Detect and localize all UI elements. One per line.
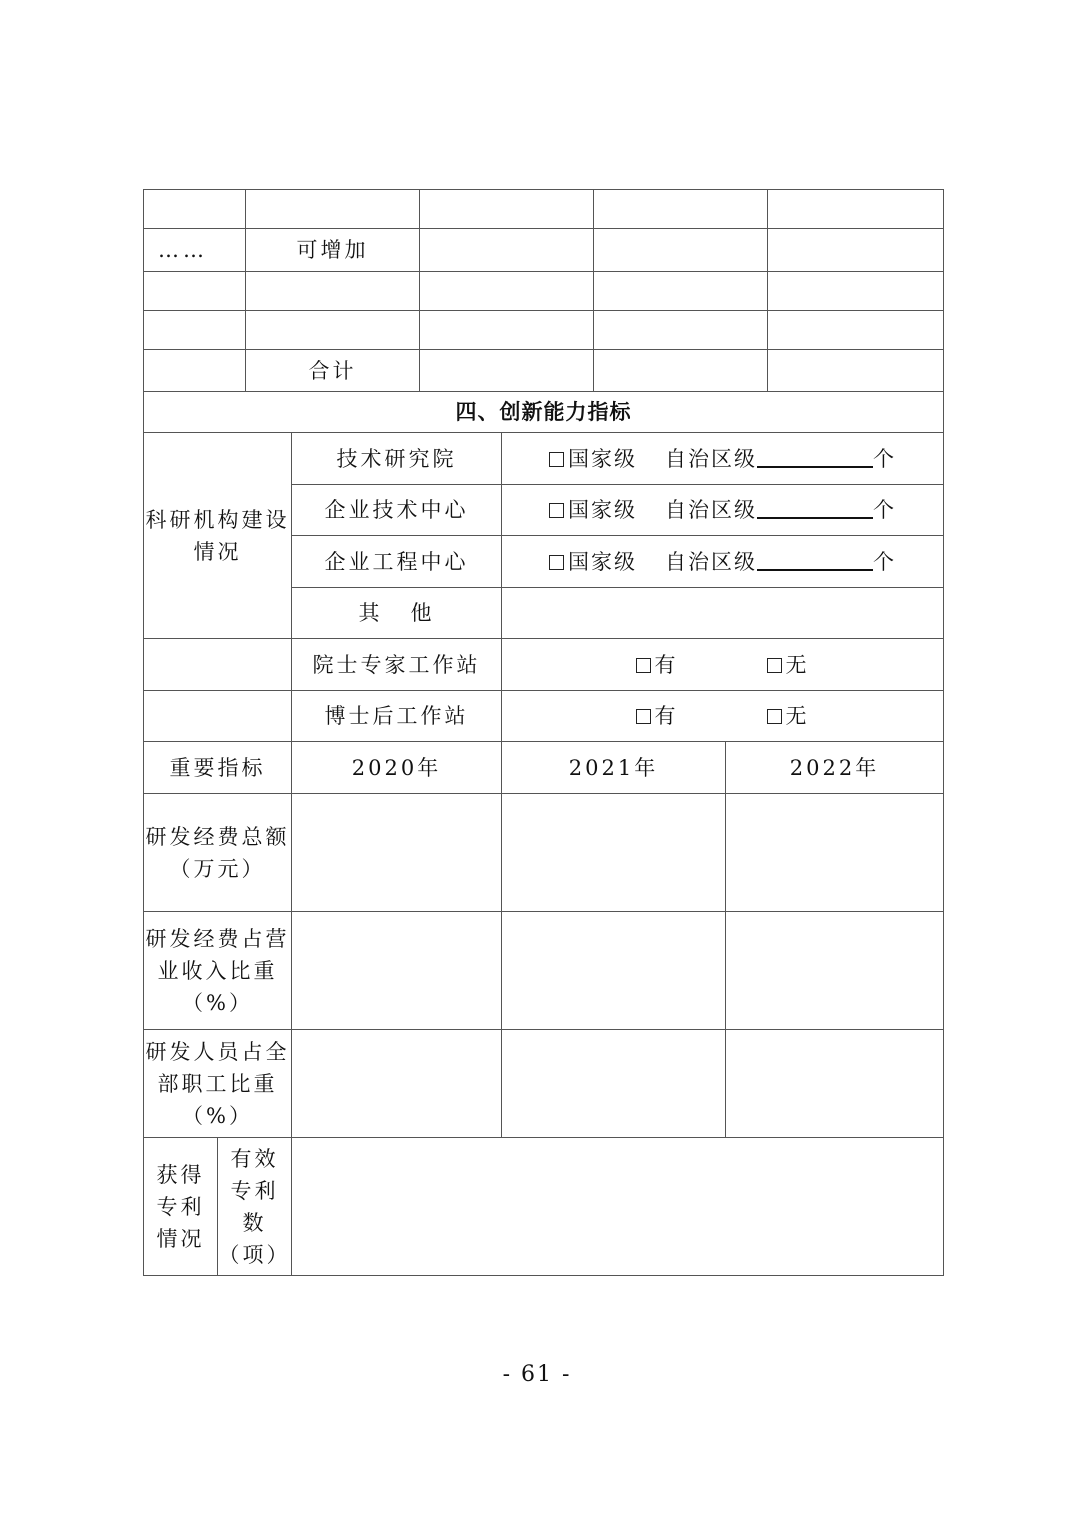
national-label: 国家级 xyxy=(568,549,637,574)
table-row xyxy=(144,691,944,742)
table-cell[interactable] xyxy=(726,912,944,1030)
table-cell[interactable] xyxy=(502,912,726,1030)
count-blank[interactable] xyxy=(757,549,873,571)
table-cell[interactable] xyxy=(420,350,594,392)
research-group-label-line: 科研机构建设 xyxy=(145,507,290,532)
table-cell[interactable] xyxy=(144,639,292,691)
table-row xyxy=(144,272,944,311)
yes-no-cell xyxy=(502,691,944,742)
count-blank[interactable] xyxy=(757,497,873,519)
table-cell[interactable] xyxy=(292,794,502,912)
year-header: 2021年 xyxy=(502,742,726,794)
total-label: 合计 xyxy=(246,350,420,392)
checkbox-national[interactable] xyxy=(549,503,564,518)
patent-group-line: 专利 xyxy=(156,1194,205,1219)
table-row xyxy=(144,311,944,350)
table-cell[interactable] xyxy=(420,311,594,350)
other-value-cell[interactable] xyxy=(502,588,944,639)
no-label: 无 xyxy=(785,652,810,677)
table-cell[interactable] xyxy=(594,229,768,272)
research-row-label: 技术研究院 xyxy=(292,433,502,485)
table-cell[interactable] xyxy=(144,350,246,392)
checkbox-no[interactable] xyxy=(767,658,782,673)
station-label: 院士专家工作站 xyxy=(292,639,502,691)
patent-sub-line: 数 xyxy=(242,1210,267,1235)
regional-label: 自治区级 xyxy=(665,498,757,522)
year-header: 2020年 xyxy=(292,742,502,794)
other-label xyxy=(292,588,502,639)
indicator-label xyxy=(144,1030,292,1138)
table-cell[interactable] xyxy=(144,311,246,350)
patent-group-line: 获得 xyxy=(156,1162,205,1187)
table-row xyxy=(144,1030,944,1138)
table-cell[interactable] xyxy=(726,794,944,912)
table-row xyxy=(144,742,944,794)
table-cell[interactable] xyxy=(420,190,594,229)
indicator-label-line: 部职工比重 xyxy=(157,1071,278,1096)
table-cell[interactable] xyxy=(768,350,944,392)
station-label: 博士后工作站 xyxy=(292,691,502,742)
unit-label: 个 xyxy=(873,446,896,471)
table-cell[interactable] xyxy=(246,311,420,350)
research-row-label: 企业工程中心 xyxy=(292,536,502,588)
patent-value-cell[interactable] xyxy=(292,1138,944,1276)
table-cell[interactable] xyxy=(594,190,768,229)
table-row xyxy=(144,190,944,229)
national-label: 国家级 xyxy=(568,446,637,471)
regional-label: 自治区级 xyxy=(665,549,757,574)
indicator-label-line: （%） xyxy=(182,990,253,1015)
table-cell[interactable] xyxy=(144,190,246,229)
patent-sub-line: 有效 xyxy=(230,1146,279,1171)
unit-label: 个 xyxy=(873,549,896,574)
page-number: - 61 - xyxy=(502,1362,572,1387)
count-blank[interactable] xyxy=(757,446,873,468)
indicator-label xyxy=(144,912,292,1030)
yes-label: 有 xyxy=(654,652,679,677)
level-cell xyxy=(502,433,944,485)
indicator-label-line: 研发经费占营 xyxy=(145,926,290,951)
table-row xyxy=(144,639,944,691)
year-header: 2022年 xyxy=(726,742,944,794)
table-cell[interactable] xyxy=(768,311,944,350)
patent-sub-label xyxy=(218,1138,292,1276)
level-cell xyxy=(502,536,944,588)
other-label-char: 其 xyxy=(358,601,383,625)
table-cell[interactable] xyxy=(292,912,502,1030)
table-cell[interactable] xyxy=(502,1030,726,1138)
indicator-label-line: （%） xyxy=(182,1103,253,1128)
innovation-table xyxy=(143,432,944,1276)
ellipsis-cell: …… xyxy=(144,229,246,272)
table-cell[interactable] xyxy=(768,229,944,272)
table-cell[interactable] xyxy=(246,272,420,311)
table-cell[interactable] xyxy=(246,190,420,229)
no-label: 无 xyxy=(785,704,810,728)
table-row xyxy=(144,794,944,912)
table-cell[interactable] xyxy=(292,1030,502,1138)
section-row xyxy=(144,392,944,433)
other-label-char: 他 xyxy=(410,601,435,625)
unit-label: 个 xyxy=(873,498,896,522)
indicator-label-line: （万元） xyxy=(169,856,266,881)
checkbox-national[interactable] xyxy=(549,555,564,570)
checkbox-yes[interactable] xyxy=(636,709,651,724)
indicators-header: 重要指标 xyxy=(144,742,292,794)
table-cell[interactable] xyxy=(420,229,594,272)
research-group-label xyxy=(144,433,292,639)
table-row xyxy=(144,1138,944,1276)
yes-label: 有 xyxy=(654,704,679,728)
patent-sub-line: 专利 xyxy=(230,1178,279,1203)
table-row xyxy=(144,433,944,485)
patent-group-line: 情况 xyxy=(156,1226,205,1251)
table-cell[interactable] xyxy=(502,794,726,912)
table-cell[interactable] xyxy=(144,691,292,742)
research-group-label-line: 情况 xyxy=(193,539,242,564)
add-more-label: 可增加 xyxy=(246,229,420,272)
table-row xyxy=(144,912,944,1030)
indicator-label xyxy=(144,794,292,912)
table-cell[interactable] xyxy=(594,350,768,392)
checkbox-national[interactable] xyxy=(549,452,564,467)
table-row xyxy=(144,229,944,272)
patent-group-label xyxy=(144,1138,218,1276)
table-cell[interactable] xyxy=(768,272,944,311)
national-label: 国家级 xyxy=(568,498,637,522)
patent-sub-line: （项） xyxy=(218,1242,291,1267)
table-cell[interactable] xyxy=(768,190,944,229)
top-table xyxy=(143,189,944,433)
regional-label: 自治区级 xyxy=(665,446,757,471)
table-cell[interactable] xyxy=(594,272,768,311)
top-table-block xyxy=(143,189,943,433)
table-cell[interactable] xyxy=(144,272,246,311)
indicator-label-line: 研发经费总额 xyxy=(145,824,290,849)
checkbox-no[interactable] xyxy=(767,709,782,724)
yes-no-cell xyxy=(502,639,944,691)
indicator-label-line: 业收入比重 xyxy=(157,958,278,983)
checkbox-yes[interactable] xyxy=(636,658,651,673)
research-row-label: 企业技术中心 xyxy=(292,485,502,536)
table-cell[interactable] xyxy=(420,272,594,311)
indicator-label-line: 研发人员占全 xyxy=(145,1039,290,1064)
section-title: 四、创新能力指标 xyxy=(144,392,944,433)
table-cell[interactable] xyxy=(594,311,768,350)
innovation-table-block xyxy=(143,432,943,1276)
table-row xyxy=(144,350,944,392)
table-cell[interactable] xyxy=(726,1030,944,1138)
level-cell xyxy=(502,485,944,536)
